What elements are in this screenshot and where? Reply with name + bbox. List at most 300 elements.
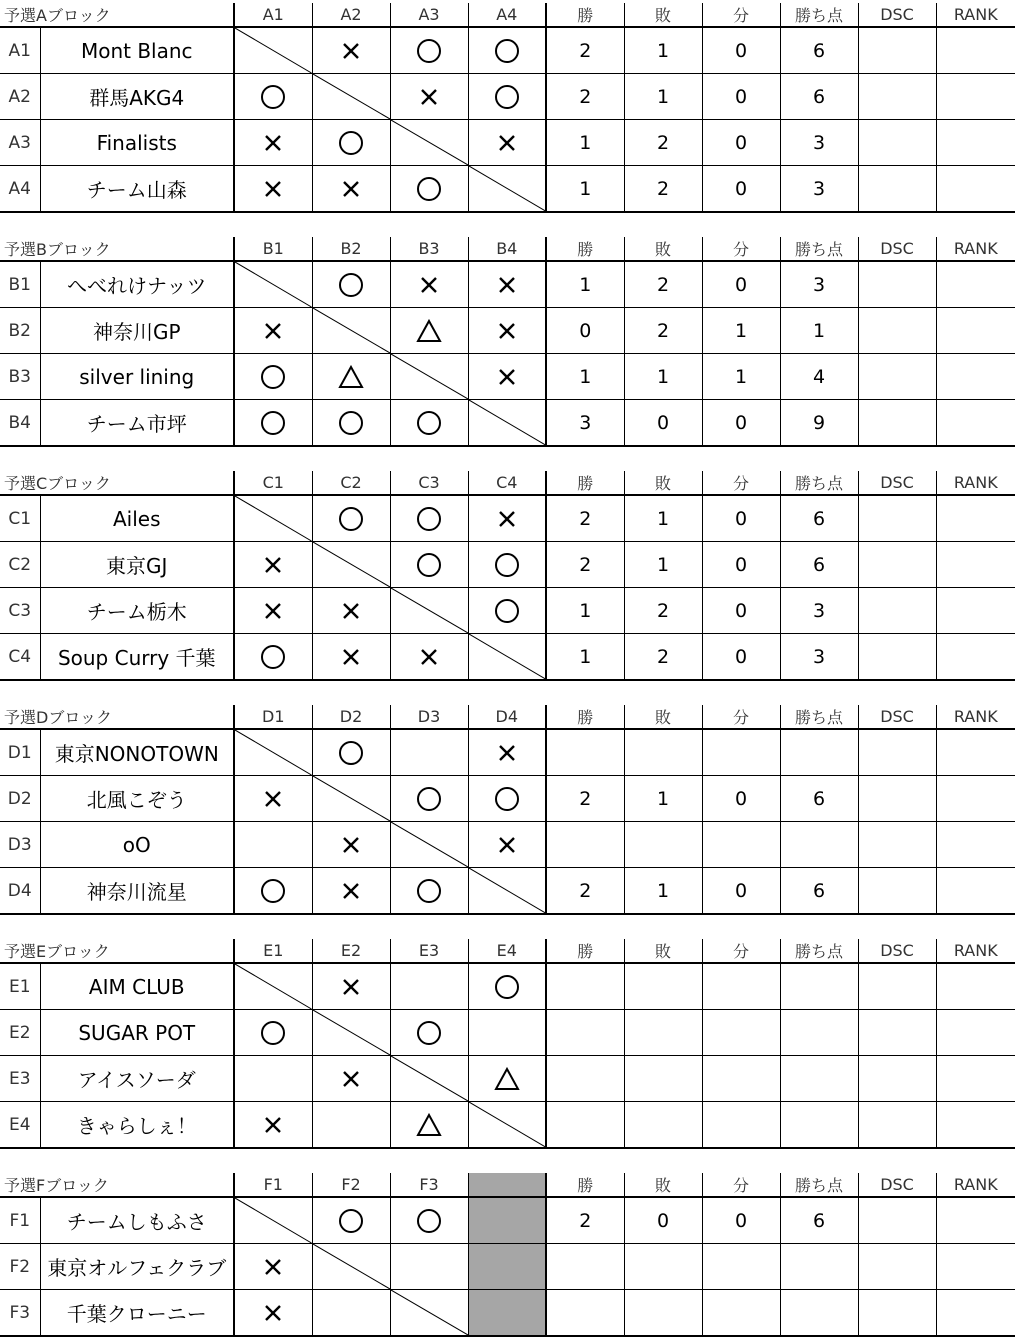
circle-win-icon [416,1208,442,1234]
match-result-cell [390,729,468,776]
match-result-cell [234,1290,312,1337]
block-table [0,1173,1015,1337]
win-value: 1 [546,354,624,400]
dsc-value [858,542,936,588]
circle-win-icon [338,272,364,298]
team-id: B1 [0,261,40,308]
points-value: 4 [780,354,858,400]
opponent-column-header: A3 [390,3,468,27]
opponent-column-header: E2 [312,939,390,963]
match-result-cell [390,963,468,1010]
match-result-cell [234,354,312,400]
dsc-value [858,1102,936,1149]
draw-value: 1 [702,308,780,354]
points-column-header: 勝ち点 [780,471,858,495]
rank-value [936,1056,1015,1102]
loss-value: 2 [624,261,702,308]
opponent-column-header: B1 [234,237,312,261]
match-result-cell [390,74,468,120]
dsc-value [858,776,936,822]
opponent-column-header [468,1173,546,1197]
dsc-value [858,354,936,400]
win-column-header: 勝 [546,3,624,27]
self-match-cell [312,1010,390,1056]
dsc-value [858,120,936,166]
loss-value: 1 [624,27,702,74]
self-match-cell [390,120,468,166]
loss-value: 2 [624,120,702,166]
triangle-draw-icon [416,1112,442,1138]
block-header-row [0,1173,1015,1197]
points-value [780,1244,858,1290]
match-result-cell [468,963,546,1010]
draw-value: 0 [702,74,780,120]
match-result-cell [390,542,468,588]
points-value [780,1290,858,1337]
win-column-header: 勝 [546,939,624,963]
match-result-cell [468,588,546,634]
loss-column-header: 敗 [624,471,702,495]
opponent-column-header: D2 [312,705,390,729]
match-result-cell [390,1102,468,1149]
self-match-cell [312,308,390,354]
dsc-value [858,588,936,634]
points-value: 9 [780,400,858,447]
points-value: 6 [780,542,858,588]
block-title: 予選Bブロック [0,237,234,261]
match-result-cell [390,1244,468,1290]
win-value: 3 [546,400,624,447]
team-row [0,729,1015,776]
dsc-value [858,495,936,542]
cross-loss-icon [338,176,364,202]
opponent-column-header: F1 [234,1173,312,1197]
draw-column-header: 分 [702,1173,780,1197]
team-name: 神奈川流星 [40,868,234,915]
self-match-cell [390,1290,468,1337]
circle-win-icon [416,506,442,532]
match-result-cell [234,868,312,915]
cross-loss-icon [260,1300,286,1326]
self-match-cell [312,74,390,120]
win-column-header: 勝 [546,237,624,261]
triangle-draw-icon [494,1066,520,1092]
team-row [0,1290,1015,1337]
circle-win-icon [338,1208,364,1234]
match-result-cell [312,27,390,74]
loss-column-header: 敗 [624,1173,702,1197]
rank-value [936,963,1015,1010]
team-row [0,1102,1015,1149]
match-result-cell [312,495,390,542]
cross-loss-icon [338,974,364,1000]
win-value: 1 [546,634,624,681]
circle-win-icon [338,740,364,766]
team-row [0,542,1015,588]
rank-value [936,400,1015,447]
draw-value: 0 [702,120,780,166]
team-id: A3 [0,120,40,166]
dsc-column-header: DSC [858,939,936,963]
triangle-draw-icon [416,318,442,344]
win-value: 0 [546,308,624,354]
dsc-column-header: DSC [858,471,936,495]
match-result-cell [234,1056,312,1102]
draw-value: 0 [702,261,780,308]
draw-value [702,729,780,776]
match-result-cell [468,1244,546,1290]
cross-loss-icon [494,832,520,858]
cross-loss-icon [260,1254,286,1280]
loss-value: 1 [624,868,702,915]
cross-loss-icon [416,644,442,670]
loss-value [624,1244,702,1290]
match-result-cell [390,166,468,213]
match-result-cell [234,1010,312,1056]
match-result-cell [468,495,546,542]
draw-value: 0 [702,542,780,588]
points-value [780,1056,858,1102]
block-header-row [0,939,1015,963]
draw-column-header: 分 [702,939,780,963]
win-value: 2 [546,27,624,74]
win-value: 1 [546,120,624,166]
dsc-column-header: DSC [858,3,936,27]
opponent-column-header: A4 [468,3,546,27]
match-result-cell [234,120,312,166]
dsc-value [858,1197,936,1244]
opponent-column-header: B3 [390,237,468,261]
circle-win-icon [494,38,520,64]
circle-win-icon [338,410,364,436]
draw-value: 0 [702,166,780,213]
match-result-cell [234,400,312,447]
circle-win-icon [494,598,520,624]
team-name: 神奈川GP [40,308,234,354]
rank-value [936,74,1015,120]
team-row [0,1197,1015,1244]
match-result-cell [312,1102,390,1149]
team-id: A4 [0,166,40,213]
points-column-header: 勝ち点 [780,1173,858,1197]
match-result-cell [312,354,390,400]
opponent-column-header: F2 [312,1173,390,1197]
match-result-cell [312,1056,390,1102]
dsc-value [858,729,936,776]
block-table [0,705,1015,915]
win-value: 2 [546,1197,624,1244]
self-match-cell [234,27,312,74]
team-name: SUGAR POT [40,1010,234,1056]
loss-value: 1 [624,542,702,588]
cross-loss-icon [416,84,442,110]
team-id: C4 [0,634,40,681]
cross-loss-icon [338,38,364,64]
match-result-cell [234,74,312,120]
cross-loss-icon [338,644,364,670]
win-value: 1 [546,261,624,308]
match-result-cell [312,963,390,1010]
match-result-cell [390,776,468,822]
team-name: へべれけナッツ [40,261,234,308]
rank-column-header: RANK [936,1173,1015,1197]
loss-column-header: 敗 [624,705,702,729]
rank-value [936,588,1015,634]
points-value: 6 [780,74,858,120]
cross-loss-icon [260,598,286,624]
win-value: 2 [546,868,624,915]
team-id: E3 [0,1056,40,1102]
loss-value: 2 [624,308,702,354]
match-result-cell [234,1102,312,1149]
match-result-cell [390,308,468,354]
self-match-cell [468,400,546,447]
rank-value [936,261,1015,308]
opponent-column-header: C4 [468,471,546,495]
cross-loss-icon [494,318,520,344]
dsc-value [858,868,936,915]
opponent-column-header: C3 [390,471,468,495]
team-name: チーム市坪 [40,400,234,447]
team-row [0,963,1015,1010]
rank-value [936,495,1015,542]
match-result-cell [390,868,468,915]
draw-column-header: 分 [702,237,780,261]
team-name: 東京NONOTOWN [40,729,234,776]
match-result-cell [468,308,546,354]
rank-value [936,634,1015,681]
team-name: 千葉クローニー [40,1290,234,1337]
draw-value [702,1010,780,1056]
win-value [546,729,624,776]
opponent-column-header: D1 [234,705,312,729]
team-id: A2 [0,74,40,120]
team-id: A1 [0,27,40,74]
dsc-value [858,1056,936,1102]
dsc-value [858,74,936,120]
match-result-cell [312,1290,390,1337]
draw-value: 0 [702,400,780,447]
team-id: C3 [0,588,40,634]
cross-loss-icon [494,740,520,766]
team-row [0,308,1015,354]
team-name: 群馬AKG4 [40,74,234,120]
circle-win-icon [260,84,286,110]
team-name: チーム栃木 [40,588,234,634]
team-row [0,1244,1015,1290]
team-id: E1 [0,963,40,1010]
rank-value [936,354,1015,400]
cross-loss-icon [260,552,286,578]
team-name: 東京GJ [40,542,234,588]
loss-value: 2 [624,166,702,213]
draw-value: 0 [702,27,780,74]
win-value: 2 [546,542,624,588]
win-value [546,822,624,868]
team-row [0,27,1015,74]
rank-value [936,1102,1015,1149]
team-row [0,120,1015,166]
points-value: 3 [780,166,858,213]
circle-win-icon [416,410,442,436]
circle-win-icon [416,786,442,812]
self-match-cell [468,868,546,915]
match-result-cell [468,261,546,308]
cross-loss-icon [260,176,286,202]
points-value: 3 [780,588,858,634]
cross-loss-icon [338,598,364,624]
opponent-column-header: F3 [390,1173,468,1197]
block-table [0,939,1015,1149]
loss-value: 1 [624,74,702,120]
self-match-cell [234,1197,312,1244]
circle-win-icon [416,176,442,202]
match-result-cell [468,74,546,120]
dsc-value [858,963,936,1010]
team-row [0,354,1015,400]
rank-value [936,1290,1015,1337]
block-title: 予選Cブロック [0,471,234,495]
match-result-cell [234,822,312,868]
win-column-header: 勝 [546,471,624,495]
opponent-column-header: C1 [234,471,312,495]
dsc-value [858,822,936,868]
team-id: F1 [0,1197,40,1244]
match-result-cell [390,1010,468,1056]
match-result-cell [312,400,390,447]
block-title: 予選Dブロック [0,705,234,729]
match-result-cell [312,634,390,681]
loss-value: 2 [624,634,702,681]
loss-value [624,1102,702,1149]
block-table [0,3,1015,213]
self-match-cell [234,495,312,542]
self-match-cell [234,729,312,776]
points-value [780,1102,858,1149]
block-title: 予選Aブロック [0,3,234,27]
block-header-row [0,705,1015,729]
rank-column-header: RANK [936,939,1015,963]
win-value: 1 [546,166,624,213]
self-match-cell [312,1244,390,1290]
match-result-cell [312,868,390,915]
circle-win-icon [338,130,364,156]
cross-loss-icon [338,1066,364,1092]
win-value: 1 [546,588,624,634]
opponent-column-header: E4 [468,939,546,963]
loss-value [624,1290,702,1337]
cross-loss-icon [494,364,520,390]
team-row [0,588,1015,634]
match-result-cell [312,120,390,166]
loss-value [624,963,702,1010]
self-match-cell [312,776,390,822]
points-value: 3 [780,261,858,308]
rank-value [936,776,1015,822]
opponent-column-header: B2 [312,237,390,261]
loss-value [624,729,702,776]
rank-value [936,166,1015,213]
dsc-value [858,1010,936,1056]
team-name: Ailes [40,495,234,542]
team-row [0,166,1015,213]
team-row [0,1010,1015,1056]
circle-win-icon [338,506,364,532]
opponent-column-header: E3 [390,939,468,963]
draw-value [702,822,780,868]
loss-value [624,1056,702,1102]
loss-column-header: 敗 [624,237,702,261]
cross-loss-icon [260,786,286,812]
team-row [0,74,1015,120]
win-value: 2 [546,74,624,120]
draw-value: 0 [702,776,780,822]
rank-value [936,1244,1015,1290]
self-match-cell [390,822,468,868]
match-result-cell [390,495,468,542]
team-id: E4 [0,1102,40,1149]
draw-value [702,1290,780,1337]
cross-loss-icon [260,318,286,344]
circle-win-icon [260,364,286,390]
team-row [0,868,1015,915]
circle-win-icon [494,974,520,1000]
win-value [546,1056,624,1102]
draw-value: 0 [702,868,780,915]
team-name: チームしもふさ [40,1197,234,1244]
rank-value [936,729,1015,776]
match-result-cell [390,1197,468,1244]
dsc-column-header: DSC [858,705,936,729]
team-name: アイスソーダ [40,1056,234,1102]
win-value [546,1290,624,1337]
team-id: F3 [0,1290,40,1337]
rank-value [936,27,1015,74]
block-table [0,471,1015,681]
draw-column-header: 分 [702,3,780,27]
win-column-header: 勝 [546,705,624,729]
match-result-cell [468,120,546,166]
team-row [0,400,1015,447]
self-match-cell [234,261,312,308]
match-result-cell [234,308,312,354]
team-id: B2 [0,308,40,354]
rank-value [936,542,1015,588]
match-result-cell [312,729,390,776]
points-column-header: 勝ち点 [780,939,858,963]
match-result-cell [468,1056,546,1102]
loss-value: 2 [624,588,702,634]
win-value: 2 [546,495,624,542]
rank-column-header: RANK [936,237,1015,261]
match-result-cell [390,27,468,74]
opponent-column-header: E1 [234,939,312,963]
team-id: E2 [0,1010,40,1056]
dsc-column-header: DSC [858,1173,936,1197]
points-value: 6 [780,1197,858,1244]
self-match-cell [390,588,468,634]
draw-value: 1 [702,354,780,400]
match-result-cell [312,1197,390,1244]
team-id: C1 [0,495,40,542]
win-value [546,963,624,1010]
rank-column-header: RANK [936,471,1015,495]
draw-column-header: 分 [702,705,780,729]
block-header-row [0,3,1015,27]
circle-win-icon [416,38,442,64]
self-match-cell [468,1102,546,1149]
opponent-column-header: D3 [390,705,468,729]
